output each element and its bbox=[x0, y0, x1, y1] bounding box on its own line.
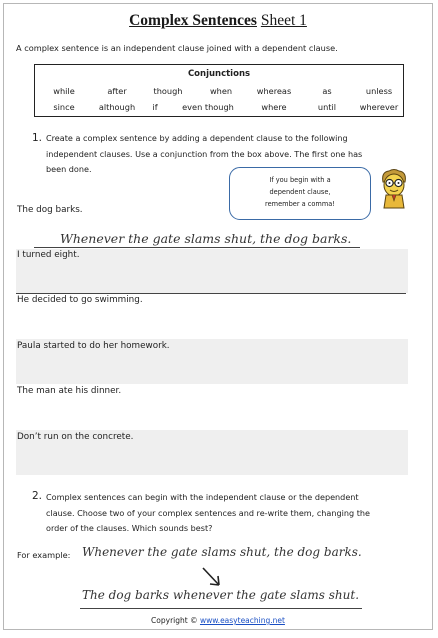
answer-line-2[interactable] bbox=[16, 293, 406, 294]
conjunction-word: until bbox=[317, 102, 337, 112]
conjunction-word: whereas bbox=[256, 86, 292, 96]
question-1-line: been done. bbox=[46, 164, 92, 174]
question-2-number: 2. bbox=[32, 490, 43, 502]
conjunction-word: wherever bbox=[359, 102, 399, 112]
title-sheet: Sheet 1 bbox=[260, 12, 307, 29]
conjunction-word: as bbox=[322, 86, 332, 96]
handwritten-answer-1: Whenever the gate slams shut, the dog barks. bbox=[60, 231, 352, 246]
copyright bbox=[4, 616, 432, 625]
example-sentence: Whenever the gate slams shut, the dog barks. bbox=[82, 545, 362, 559]
question-2-text bbox=[46, 490, 370, 537]
prompt-5: The man ate his dinner. bbox=[17, 386, 122, 396]
conjunctions-box bbox=[34, 64, 404, 117]
tip-line: dependent clause, bbox=[269, 188, 331, 196]
prompt-3: He decided to go swimming. bbox=[17, 295, 143, 305]
question-2-line: order of the clauses. Which sounds best? bbox=[46, 523, 213, 533]
prompt-2: I turned eight. bbox=[17, 250, 80, 260]
conjunction-word: where bbox=[261, 102, 287, 112]
tip-line: If you begin with a bbox=[269, 176, 331, 184]
conjunctions-title: Conjunctions bbox=[187, 69, 251, 79]
conjunction-word: after bbox=[107, 86, 127, 96]
question-1-number: 1. bbox=[32, 132, 43, 144]
rewrite-answer-line bbox=[80, 608, 362, 609]
answer-line-1 bbox=[34, 247, 360, 248]
teacher-mascot-icon bbox=[377, 168, 411, 210]
question-2-line: Complex sentences can begin with the independent clause or the dependent bbox=[46, 492, 359, 502]
prompt-6: Don’t run on the concrete. bbox=[17, 432, 134, 442]
conjunction-word: although bbox=[98, 102, 136, 112]
copyright-label: Copyright © bbox=[151, 616, 198, 625]
prompt-1: The dog barks. bbox=[17, 205, 83, 215]
conjunction-word: when bbox=[209, 86, 233, 96]
example-label: For example: bbox=[17, 550, 71, 560]
conjunction-word: if bbox=[152, 102, 158, 112]
conjunction-word: even though bbox=[182, 102, 234, 112]
tip-callout bbox=[229, 167, 371, 220]
conjunction-word: while bbox=[53, 86, 75, 96]
tip-line: remember a comma! bbox=[265, 200, 335, 208]
question-1-line: independent clauses. Use a conjunction from the box above. The first one has bbox=[46, 148, 363, 159]
copyright-link[interactable]: www.easyteaching.net bbox=[199, 616, 285, 625]
title-main: Complex Sentences bbox=[129, 12, 257, 29]
question-2-line: clause. Choose two of your complex sentences and re-write them, changing the bbox=[46, 507, 371, 518]
conjunction-word: though bbox=[153, 86, 183, 96]
intro-text: A complex sentence is an independent clause joined with a dependent clause. bbox=[16, 43, 338, 53]
question-1-line: Create a complex sentence by adding a dependent clause to the following bbox=[46, 133, 348, 143]
worksheet-page bbox=[3, 3, 433, 630]
conjunction-word: unless bbox=[365, 86, 393, 96]
page-title bbox=[4, 12, 432, 30]
rewritten-sentence: The dog barks whenever the gate slams shut. bbox=[82, 588, 360, 602]
conjunction-word: since bbox=[53, 102, 75, 112]
prompt-4: Paula started to do her homework. bbox=[17, 341, 170, 351]
